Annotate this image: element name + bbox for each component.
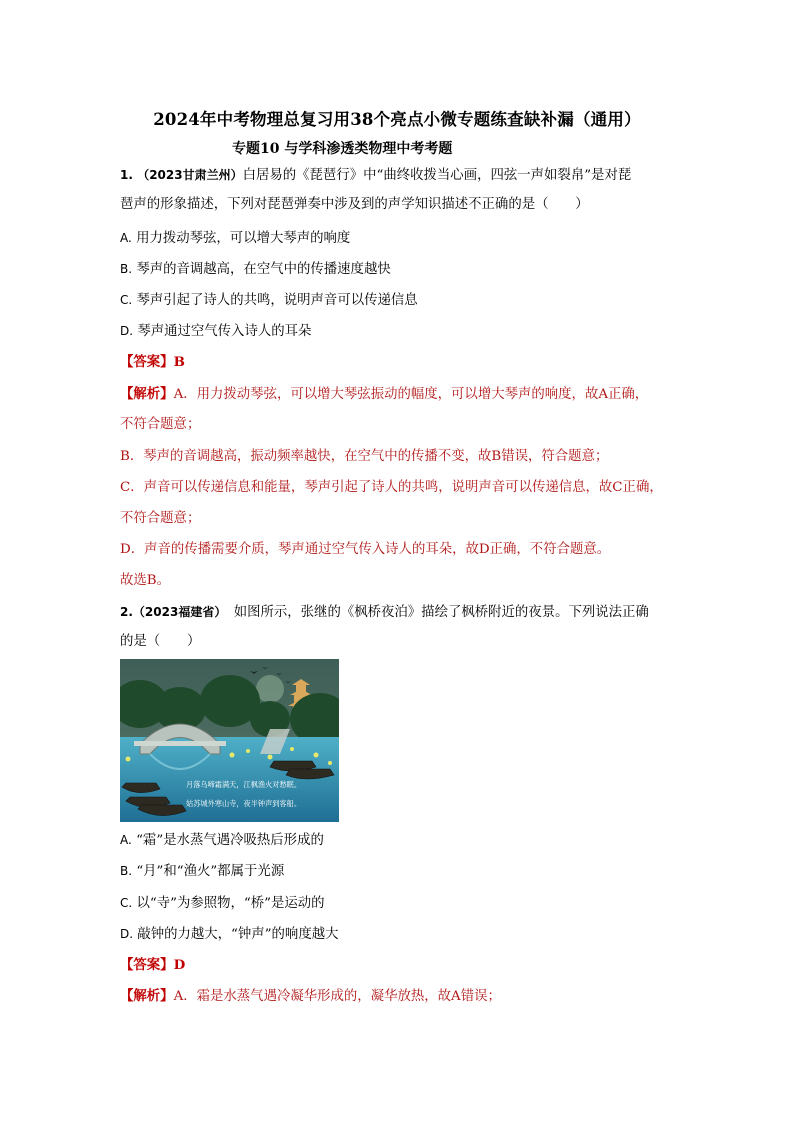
q2-stem-text1: 如图所示，张继的《枫桥夜泊》描绘了枫桥附近的夜景。下列说法正确	[233, 605, 649, 620]
option-text: 琴声引起了诗人的共鸣，说明声音可以传递信息	[136, 293, 418, 308]
q1-number: 1.	[120, 168, 133, 182]
q1-analysis-line7: 故选B。	[120, 573, 171, 588]
document-title: 2024年中考物理总复习用38个亮点小微专题练查缺补漏（通用）	[153, 110, 641, 129]
answer-value: B	[173, 354, 185, 370]
q2-stem-line2: 的是（ ）	[120, 634, 201, 649]
q1-analysis-line3: B．琴声的音调越高，振动频率越快，在空气中的传播不变，故B错误，符合题意；	[120, 449, 609, 464]
q1-analysis-line4: C．声音可以传递信息和能量，琴声引起了诗人的共鸣，说明声音可以传递信息，故C正确，	[120, 480, 663, 495]
q1-analysis-line6: D．声音的传播需要介质，琴声通过空气传入诗人的耳朵，故D正确，不符合题意。	[120, 542, 611, 557]
q1-stem-line1	[120, 165, 631, 186]
option-letter: B.	[120, 262, 133, 276]
option-text: 敲钟的力越大，“钟声”的响度越大	[137, 927, 339, 942]
document-subtitle: 专题10 与学科渗透类物理中考考题	[232, 141, 453, 157]
option-letter: A.	[120, 231, 132, 245]
q1-option-d	[120, 321, 311, 342]
q2-option-a	[120, 830, 324, 851]
option-text: “月”和“渔火”都属于光源	[136, 864, 285, 879]
option-letter: C.	[120, 293, 133, 307]
q2-option-c	[120, 893, 325, 914]
q2-stem-line1	[120, 602, 649, 623]
option-letter: D.	[120, 324, 134, 338]
q1-option-a	[120, 228, 350, 249]
q1-stem-text1: 白居易的《琵琶行》中“曲终收拨当心画，四弦一声如裂帛”是对琵	[242, 168, 632, 183]
option-text: 以“寺”为参照物，“桥”是运动的	[136, 896, 325, 911]
q1-option-b	[120, 259, 391, 280]
q1-option-c	[120, 290, 418, 311]
option-text: 用力拨动琴弦，可以增大琴声的响度	[136, 231, 351, 246]
poem-line-1: 月落乌啼霜满天，江枫渔火对愁眠。	[186, 780, 302, 789]
q1-analysis-line2: 不符合题意；	[120, 417, 201, 432]
q1-analysis-line1	[120, 384, 648, 405]
option-text: “霜”是水蒸气遇冷吸热后形成的	[136, 833, 324, 848]
q1-answer	[120, 352, 185, 373]
option-letter: B.	[120, 864, 133, 878]
option-letter: D.	[120, 927, 134, 941]
analysis-label: 【解析】	[120, 386, 174, 402]
analysis-label: 【解析】	[120, 988, 174, 1004]
answer-label: 【答案】	[120, 354, 174, 370]
option-letter: C.	[120, 896, 133, 910]
analysis-text: A．用力拨动琴弦，可以增大琴弦振动的幅度，可以增大琴声的响度，故A正确，	[173, 387, 649, 402]
q2-number: 2.	[120, 605, 133, 619]
option-text: 琴声通过空气传入诗人的耳朵	[137, 324, 312, 339]
answer-value: D	[173, 957, 186, 973]
q1-source: （2023甘肃兰州）	[137, 168, 243, 182]
poem-line-2: 姑苏城外寒山寺，夜半钟声到客船。	[186, 799, 302, 808]
analysis-text: A．霜是水蒸气遇冷凝华形成的，凝华放热，故A错误；	[173, 989, 501, 1004]
option-text: 琴声的音调越高，在空气中的传播速度越快	[136, 262, 391, 277]
night-bridge-illustration	[120, 659, 339, 822]
q2-option-d	[120, 924, 339, 945]
q2-option-b	[120, 861, 284, 882]
q1-stem-line2: 琶声的形象描述，下列对琵琶弹奏中涉及到的声学知识描述不正确的是（ ）	[120, 197, 589, 212]
q1-analysis-line5: 不符合题意；	[120, 511, 201, 526]
answer-label: 【答案】	[120, 957, 174, 973]
option-letter: A.	[120, 833, 132, 847]
q2-analysis-line1	[120, 986, 501, 1007]
q2-answer	[120, 955, 185, 976]
q2-source: （2023福建省）	[132, 605, 221, 619]
